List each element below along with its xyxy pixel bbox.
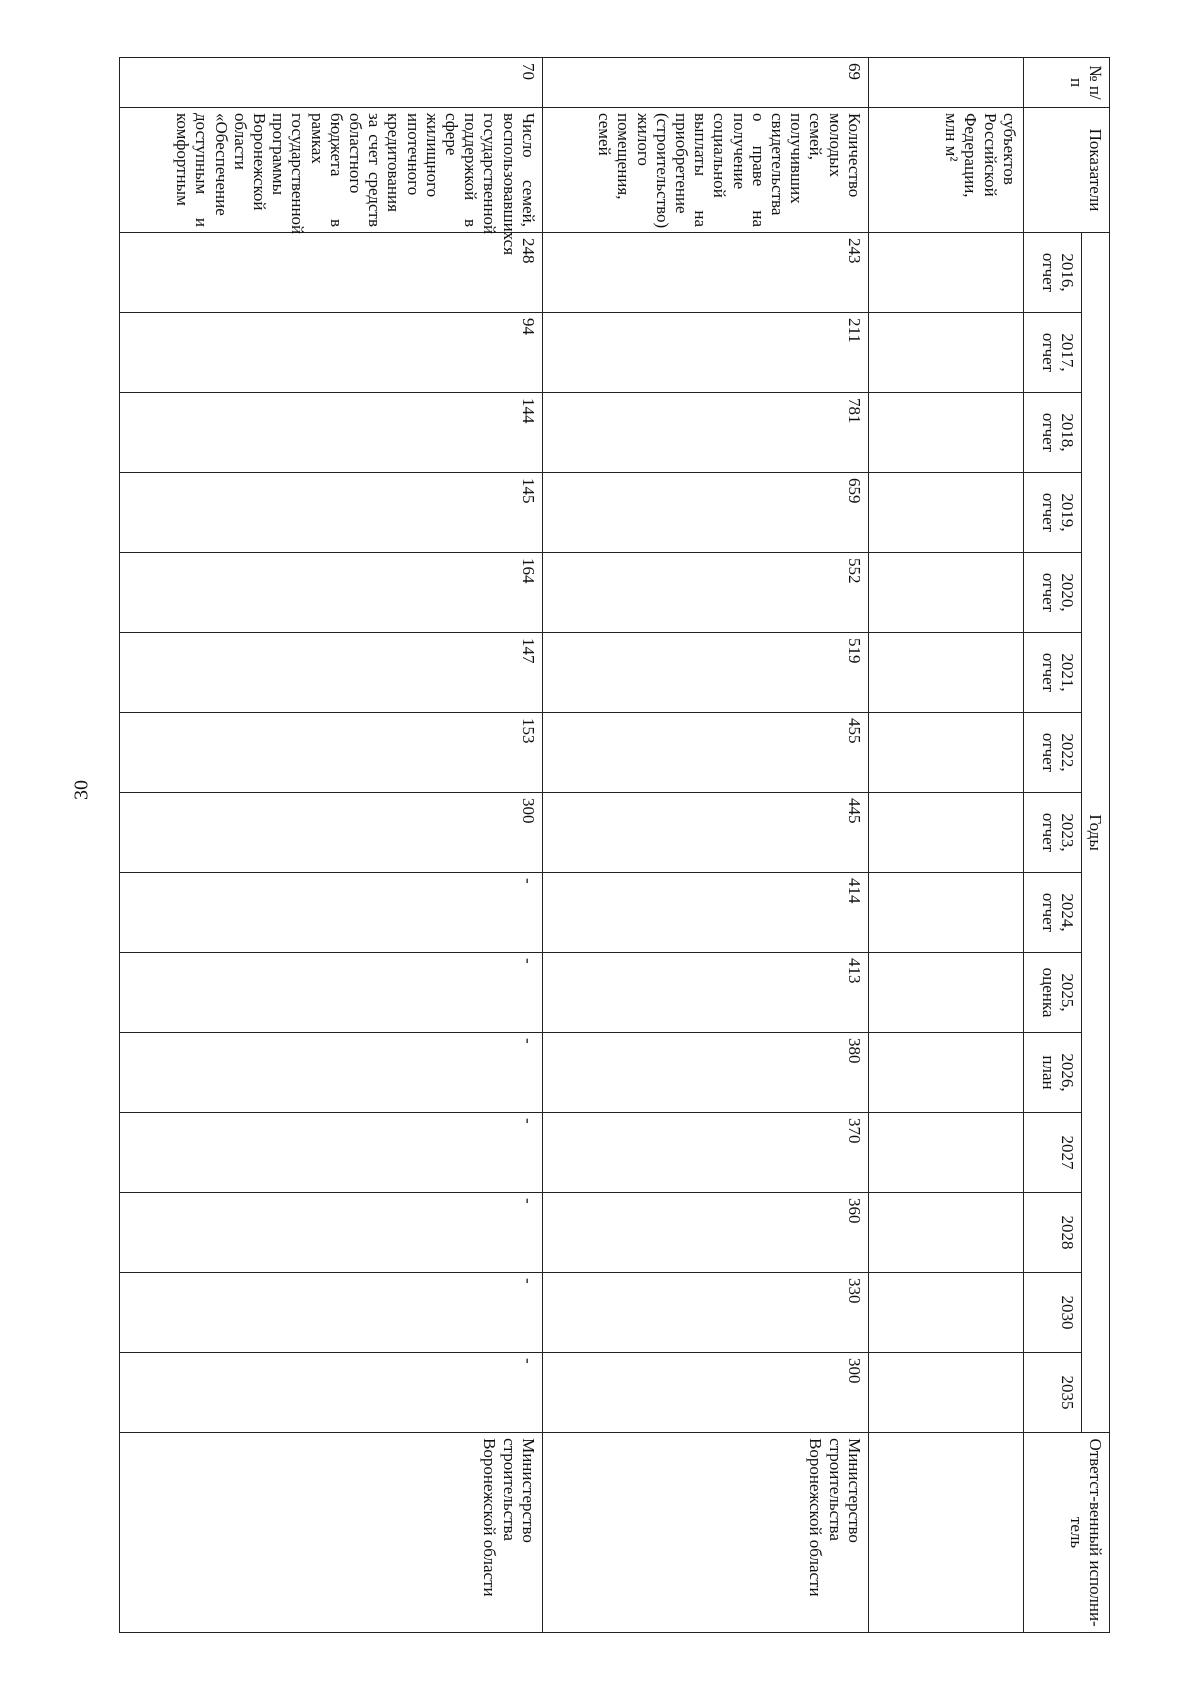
row-value: 211 bbox=[542, 313, 868, 393]
table-row bbox=[119, 58, 542, 1633]
header-year: 2024, отчет bbox=[1023, 873, 1081, 953]
row-value: 781 bbox=[542, 393, 868, 473]
row-responsible: Министерство строительства Воронежской области bbox=[542, 1433, 868, 1633]
header-year: 2025, оценка bbox=[1023, 953, 1081, 1033]
row-value bbox=[868, 473, 1023, 553]
header-year: 2030 bbox=[1023, 1273, 1081, 1353]
header-year: 2023, отчет bbox=[1023, 793, 1081, 873]
row-value: - bbox=[119, 1353, 542, 1433]
row-value bbox=[868, 793, 1023, 873]
header-year: 2035 bbox=[1023, 1353, 1081, 1433]
header-year: 2019, отчет bbox=[1023, 473, 1081, 553]
header-year: 2017, отчет bbox=[1023, 313, 1081, 393]
row-value: - bbox=[119, 953, 542, 1033]
header-year: 2016, отчет bbox=[1023, 233, 1081, 313]
header-year: 2020, отчет bbox=[1023, 553, 1081, 633]
row-value: - bbox=[119, 1113, 542, 1193]
row-number: 69 bbox=[542, 58, 868, 108]
row-value: 659 bbox=[542, 473, 868, 553]
row-value: 145 bbox=[119, 473, 542, 553]
row-value: 243 bbox=[542, 233, 868, 313]
row-value: 445 bbox=[542, 793, 868, 873]
header-no: № п/п bbox=[1023, 58, 1109, 108]
row-value bbox=[868, 873, 1023, 953]
row-value bbox=[868, 1193, 1023, 1273]
header-year: 2027 bbox=[1023, 1113, 1081, 1193]
row-value: 248 bbox=[119, 233, 542, 313]
row-value: 455 bbox=[542, 713, 868, 793]
table-row bbox=[868, 58, 1023, 1633]
row-value: 370 bbox=[542, 1113, 868, 1193]
row-value bbox=[868, 953, 1023, 1033]
row-value: 380 bbox=[542, 1033, 868, 1113]
indicators-table bbox=[119, 57, 1110, 1633]
header-year: 2018, отчет bbox=[1023, 393, 1081, 473]
row-number bbox=[868, 58, 1023, 108]
row-responsible bbox=[868, 1433, 1023, 1633]
row-value: 300 bbox=[542, 1353, 868, 1433]
row-value: 519 bbox=[542, 633, 868, 713]
row-indicator: субъектов Российской Федерации, млн м² bbox=[868, 108, 1023, 233]
row-value: 414 bbox=[542, 873, 868, 953]
row-value bbox=[868, 1353, 1023, 1433]
header-responsible: Ответст-венный исполни-тель bbox=[1023, 1433, 1109, 1633]
row-value bbox=[868, 633, 1023, 713]
row-value bbox=[868, 1273, 1023, 1353]
row-responsible: Министерство строительства Воронежской области bbox=[119, 1433, 542, 1633]
row-value bbox=[868, 1113, 1023, 1193]
row-value: - bbox=[119, 1273, 542, 1353]
row-number: 70 bbox=[119, 58, 542, 108]
header-year: 2021, отчет bbox=[1023, 633, 1081, 713]
row-value bbox=[868, 713, 1023, 793]
row-value: 164 bbox=[119, 553, 542, 633]
row-value bbox=[868, 553, 1023, 633]
row-value: 144 bbox=[119, 393, 542, 473]
table-row bbox=[542, 58, 868, 1633]
header-indicator: Показатели bbox=[1023, 108, 1109, 233]
header-year: 2022, отчет bbox=[1023, 713, 1081, 793]
row-value: 413 bbox=[542, 953, 868, 1033]
row-value bbox=[868, 393, 1023, 473]
row-value bbox=[868, 313, 1023, 393]
row-value: - bbox=[119, 1033, 542, 1113]
row-value bbox=[868, 1033, 1023, 1113]
page-number: 30 bbox=[70, 780, 93, 800]
row-value: 153 bbox=[119, 713, 542, 793]
row-value: 94 bbox=[119, 313, 542, 393]
row-value: 330 bbox=[542, 1273, 868, 1353]
row-value: - bbox=[119, 873, 542, 953]
row-value: 300 bbox=[119, 793, 542, 873]
row-value bbox=[868, 233, 1023, 313]
header-year: 2026, план bbox=[1023, 1033, 1081, 1113]
row-indicator: Количество молодых семей, получивших свидетельства о праве на получение социальной выплаты на приобретение (строительство) жилого помещения, семей bbox=[542, 108, 868, 233]
header-years: Годы bbox=[1081, 233, 1109, 1433]
row-value: 552 bbox=[542, 553, 868, 633]
row-indicator: Число семей, воспользовавшихся государственной поддержкой в сфере жилищного ипотечного кредитования за счет средств областного бюджета в рамках государственной программы Воронежской области «Обеспечение доступным и комфортным bbox=[119, 108, 542, 233]
header-year: 2028 bbox=[1023, 1193, 1081, 1273]
row-value: 360 bbox=[542, 1193, 868, 1273]
row-value: 147 bbox=[119, 633, 542, 713]
row-value: - bbox=[119, 1193, 542, 1273]
rotated-page bbox=[122, 57, 1110, 1632]
